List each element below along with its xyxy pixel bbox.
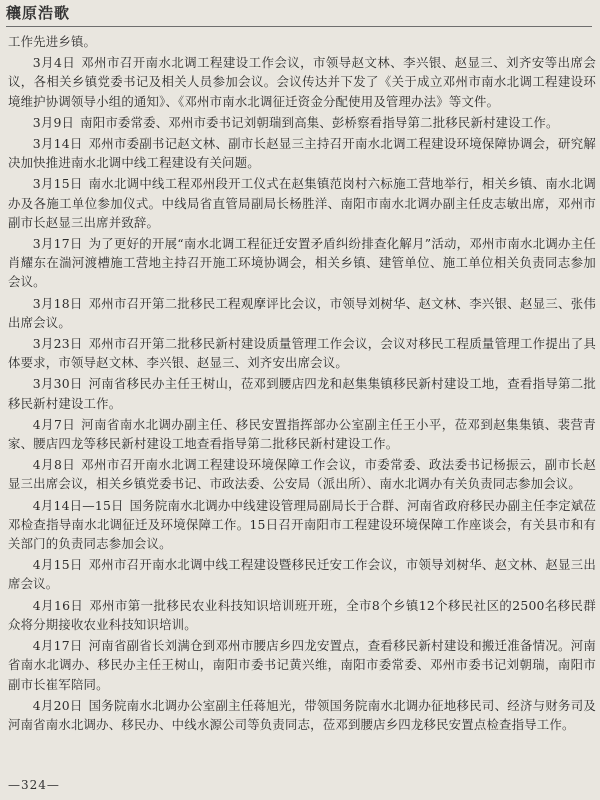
paragraph — [8, 496, 596, 554]
entry-date: 4月14日—15日 — [32, 497, 124, 513]
paragraph-text: 邓州市召开南水北调工程建设环境保障工作会议，市委常委、政法委书记杨振云，副市长赵显三出席会议，相关乡镇党委书记、市政法委、公安局（派出所）、南水北调办有关负责同志参加会议。 — [8, 457, 597, 492]
paragraph-text: 南阳市委常委、邓州市委书记刘朝瑞到高集、彭桥察看指导第二批移民新村建设工作。 — [80, 114, 559, 130]
entry-date: 4月17日 — [32, 638, 83, 654]
paragraph-text: 工作先进乡镇。 — [8, 34, 97, 49]
entry-date: 4月7日 — [32, 416, 76, 432]
entry-date: 4月16日 — [32, 597, 84, 613]
paragraph — [8, 596, 596, 634]
paragraph — [8, 334, 596, 372]
paragraph-text: 河南省南水北调办副主任、移民安置指挥部办公室副主任王小平，莅邓到赵集集镇、裴营青家、腰店四龙等移民新村建设工地查看指导第二批移民新村建设工作。 — [8, 416, 597, 452]
paragraph — [8, 234, 596, 292]
paragraph-text: 邓州市召开南水北调中线工程建设暨移民迁安工作会议，市领导刘树华、赵文林、赵显三出席会议。 — [8, 557, 597, 592]
paragraph — [8, 134, 596, 172]
entry-date: 3月15日 — [32, 176, 83, 192]
paragraph-text: 河南省移民办主任王树山，莅邓到腰店四龙和赵集集镇移民新村建设工地，查看指导第二批移民新村建设工作。 — [8, 376, 597, 411]
entry-date: 4月20日 — [32, 697, 83, 713]
chronicle-body — [8, 32, 596, 736]
paragraph-text: 河南省副省长刘满仓到邓州市腰店乡四龙安置点，查看移民新村建设和搬迁准备情况。河南省南水北调办、移民办主任王树山，南阳市委书记黄兴维，南阳市委常委、邓州市委书记刘朝瑞，南阳市副市长崔军陪同。 — [8, 638, 597, 692]
paragraph — [8, 174, 596, 232]
paragraph-text: 为了更好的开展“南水北调工程征迁安置矛盾纠纷排查化解月”活动，邓州市南水北调办主任肖耀东在湍河渡槽施工营地主持召开施工环境协调会，相关乡镇、建管单位、施工单位相关负责同志参加会议。 — [8, 236, 596, 290]
paragraph-text: 邓州市召开第二批移民工程观摩评比会议，市领导刘树华、赵文林、李兴银、赵显三、张伟出席会议。 — [8, 295, 597, 330]
paragraph-text: 国务院南水北调办中线建设管理局副局长于合群、河南省政府移民办副主任李定斌莅邓检查指导南水北调征迁及环境保障工作。15日召开南阳市工程建设环境保障工作座谈会，有关县市和有关部门的负责同志参加会议。 — [8, 497, 596, 552]
paragraph — [8, 32, 596, 51]
entry-date: 3月30日 — [32, 376, 83, 392]
page-number: —324— — [8, 778, 60, 792]
paragraph — [8, 455, 596, 493]
paragraph-text: 国务院南水北调办公室副主任蒋旭光，带领国务院南水北调办征地移民司、经济与财务司及河南省南水北调办、移民办、中线水源公司等负责同志，莅邓到腰店乡四龙移民安置点检查指导工作。 — [8, 697, 597, 732]
paragraph-text: 邓州市第一批移民农业科技知识培训班开班，全市8个乡镇12个移民社区的2500名移民群众将分期接收农业科技知识培训。 — [8, 597, 596, 632]
paragraph — [8, 696, 596, 734]
paragraph — [8, 636, 596, 694]
paragraph-text: 邓州市召开南水北调工程建设工作会议，市领导赵文林、李兴银、赵显三、刘齐安等出席会议，各相关乡镇党委书记及相关人员参加会议。会议传达并下发了《关于成立邓州市南水北调工程建设环境维护协调领导小组的通知》、《邓州市南水北调征迁资金分配使用及管理办法》等文件。 — [8, 55, 597, 109]
entry-date: 3月18日 — [32, 295, 83, 311]
entry-date: 3月14日 — [32, 136, 83, 152]
paragraph-text: 邓州市委副书记赵文林、副市长赵显三主持召开南水北调工程建设环境保障协调会，研究解决加快推进南水北调中线工程建设有关问题。 — [8, 136, 597, 171]
paragraph — [8, 113, 596, 132]
paragraph — [8, 374, 596, 412]
entry-date: 4月8日 — [32, 457, 76, 473]
entry-date: 3月17日 — [32, 236, 83, 252]
entry-date: 3月9日 — [32, 114, 75, 130]
entry-date: 3月4日 — [32, 55, 76, 71]
paragraph — [8, 415, 596, 453]
paragraph — [8, 53, 596, 111]
paragraph — [8, 555, 596, 593]
entry-date: 4月15日 — [32, 557, 83, 573]
running-header — [6, 2, 592, 27]
header-title: 穰原浩歌 — [6, 4, 71, 22]
paragraph-text: 邓州市召开第二批移民新村建设质量管理工作会议，会议对移民工程质量管理工作提出了具体要求，市领导赵文林、李兴银、赵显三、刘齐安出席会议。 — [8, 336, 597, 371]
paragraph-text: 南水北调中线工程邓州段开工仪式在赵集镇范岗村六标施工营地举行，相关乡镇、南水北调办及各施工单位参加仪式。中线局省直管局副局长杨胜洋、南阳市南水北调办副主任皮志敏出席，邓州市副市长赵显三出席并致辞。 — [8, 176, 597, 230]
entry-date: 3月23日 — [32, 336, 83, 352]
paragraph — [8, 294, 596, 332]
